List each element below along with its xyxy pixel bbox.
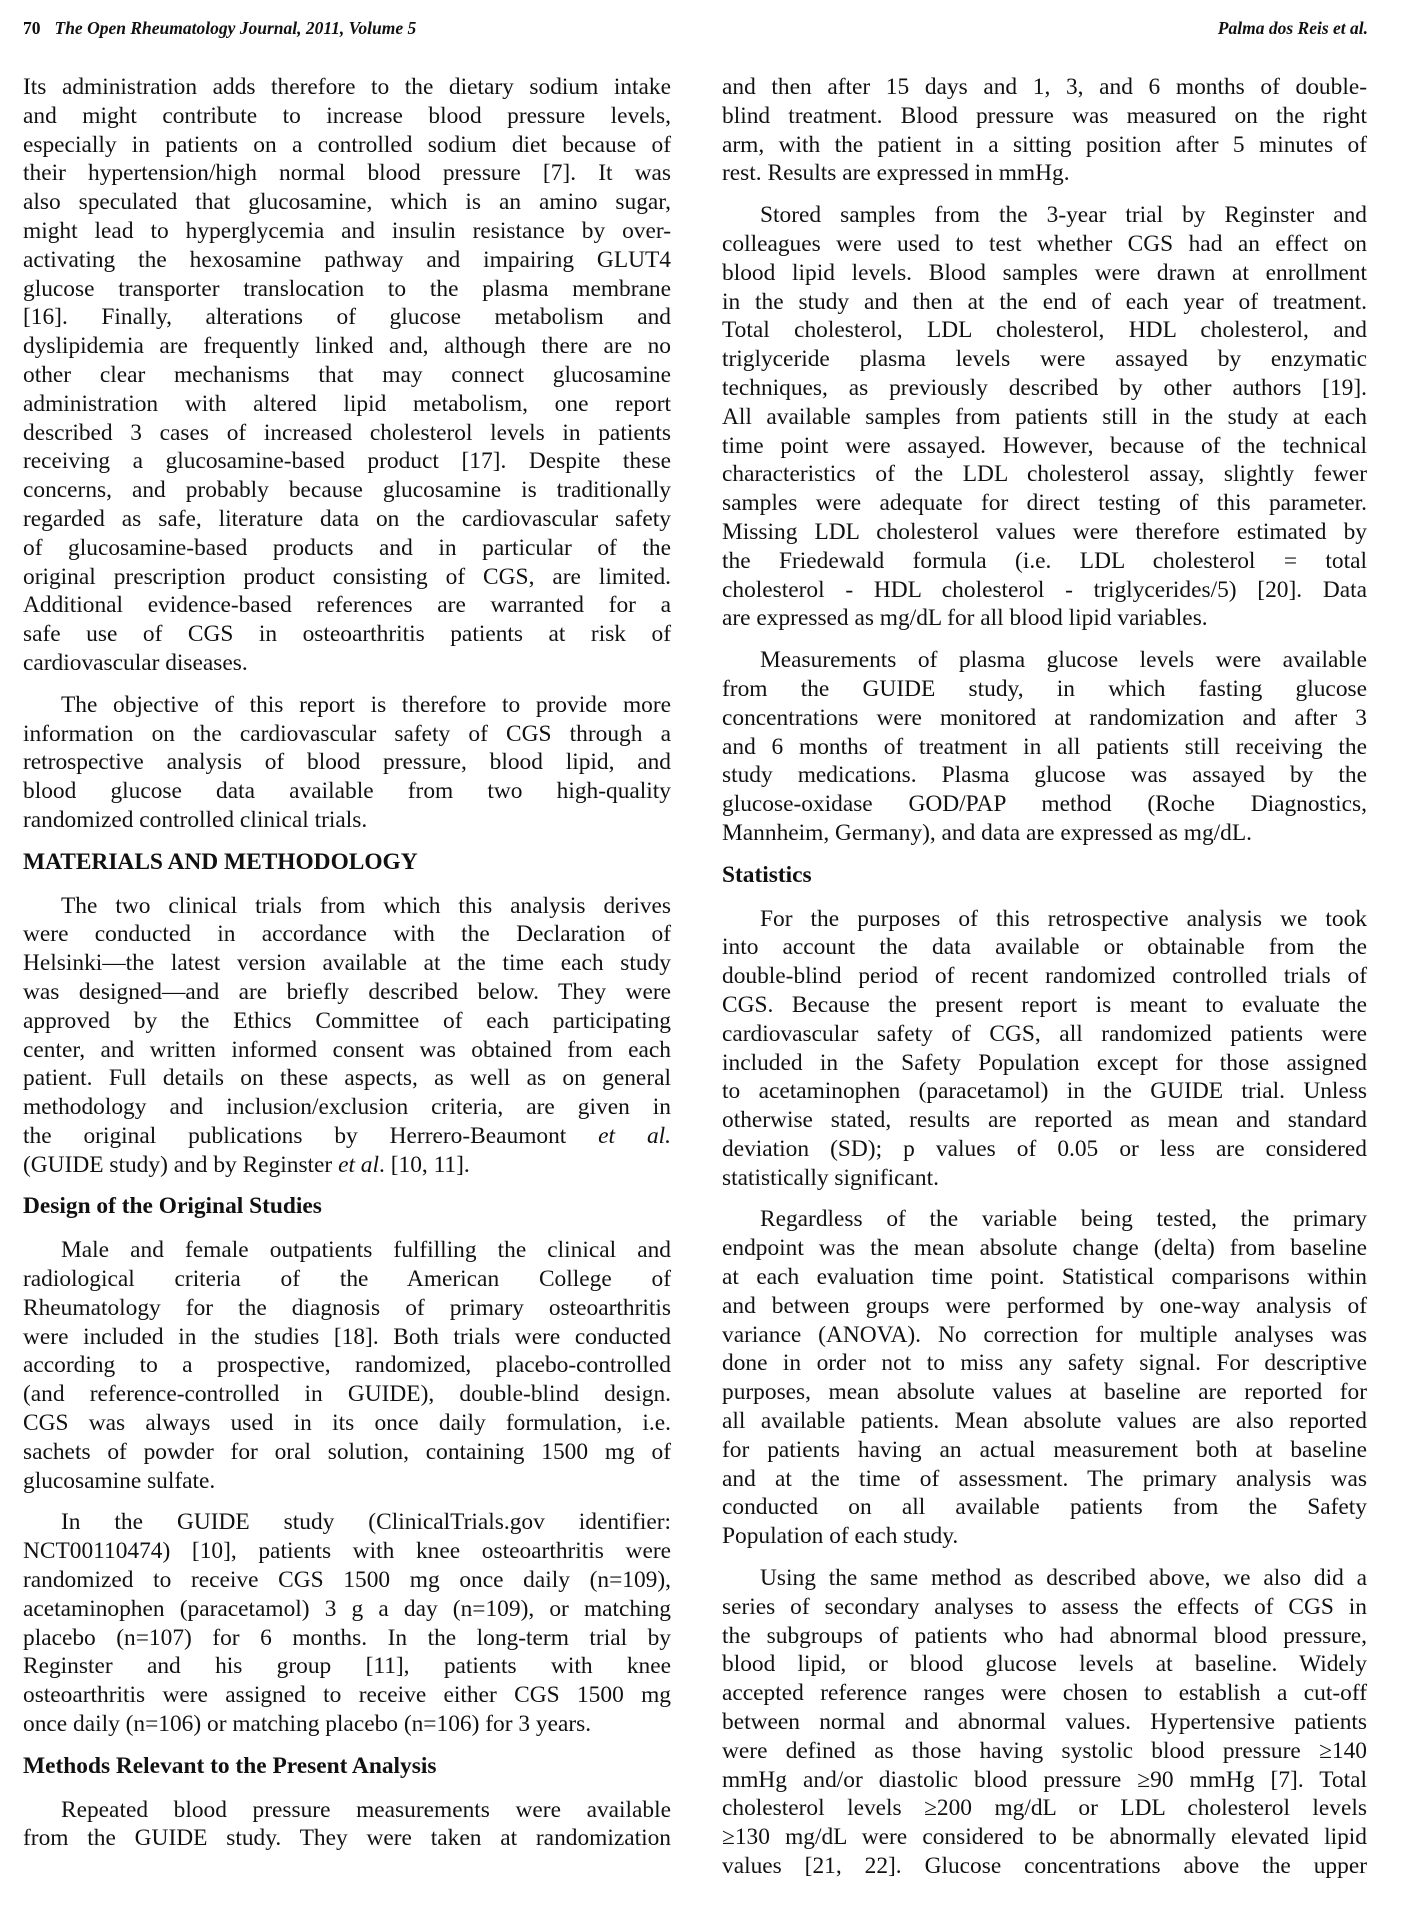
text-line: Mannheim, Germany), and data are expressed as mg/dL. [722, 819, 1253, 846]
text-line: were included in the studies [18]. Both trials were conducted [23, 1323, 671, 1350]
text-line: samples were adequate for direct testing of this parameter. [722, 490, 1367, 517]
text-line: are expressed as mg/dL for all blood lipid variables. [722, 605, 1208, 632]
text-line: rest. Results are expressed in mmHg. [722, 160, 1070, 187]
text-line: Repeated blood pressure measurements were available [61, 1796, 671, 1823]
text-line: Measurements of plasma glucose levels were available [760, 647, 1367, 674]
text-line: statistically significant. [722, 1164, 939, 1191]
text-line: Additional evidence-based references are warranted for a [23, 592, 671, 619]
text-line: blind treatment. Blood pressure was measured on the right [722, 102, 1367, 129]
text-line: double-blind period of recent randomized controlled trials of [722, 963, 1367, 990]
text-line: endpoint was the mean absolute change (delta) from baseline [722, 1235, 1367, 1262]
paragraph [722, 905, 1367, 1193]
text-line: between normal and abnormal values. Hypertensive patients [722, 1709, 1367, 1736]
text-line: variance (ANOVA). No correction for multiple analyses was [722, 1321, 1367, 1348]
text-line: described 3 cases of increased cholesterol levels in patients [23, 419, 671, 446]
text-line: from the GUIDE study. They were taken at randomization [23, 1825, 671, 1852]
text-line: purposes, mean absolute values at baseline are reported for [722, 1379, 1367, 1406]
paragraph [23, 73, 671, 678]
text-line: Missing LDL cholesterol values were therefore estimated by [722, 518, 1367, 545]
text-line: in the study and then at the end of each year of treatment. [722, 288, 1367, 315]
paragraph [722, 1205, 1367, 1551]
text-line: was designed—and are briefly described below. They were [23, 978, 671, 1005]
text-line: randomized to receive CGS 1500 mg once daily (n=109), [23, 1567, 671, 1594]
text-line: and might contribute to increase blood pressure levels, [23, 102, 671, 129]
running-head [23, 18, 1368, 44]
text-line: from the GUIDE study, in which fasting glucose [722, 675, 1367, 702]
text-line: patient. Full details on these aspects, as well as on general [23, 1065, 671, 1092]
text-line: other clear mechanisms that may connect glucosamine [23, 361, 671, 388]
text-line: characteristics of the LDL cholesterol assay, slightly fewer [722, 461, 1367, 488]
text-line: might lead to hyperglycemia and insulin resistance by over- [23, 217, 671, 244]
journal-citation: The Open Rheumatology Journal, 2011, Volume 5 [54, 18, 417, 38]
text-line: of glucosamine-based products and in particular of the [23, 534, 671, 561]
text-line: deviation (SD); p values of 0.05 or less are considered [722, 1135, 1367, 1162]
text-line: Using the same method as described above, we also did a [760, 1565, 1367, 1592]
text-line: cholesterol levels ≥200 mg/dL or LDL cholesterol levels [722, 1795, 1367, 1822]
text-line: glucose transporter translocation to the plasma membrane [23, 275, 671, 302]
text-line: triglyceride plasma levels were assayed by enzymatic [722, 346, 1367, 373]
text-line: the Friedewald formula (i.e. LDL cholesterol = total [722, 547, 1367, 574]
text-line: retrospective analysis of blood pressure, blood lipid, and [23, 749, 671, 776]
text-line: Regardless of the variable being tested, the primary [760, 1206, 1367, 1233]
text-line: cholesterol - HDL cholesterol - triglycerides/5) [20]. Data [722, 576, 1367, 603]
paragraph [23, 1236, 671, 1495]
text-line: randomized controlled clinical trials. [23, 806, 368, 833]
text-line: into account the data available or obtainable from the [722, 934, 1367, 961]
text-line: The two clinical trials from which this analysis derives [61, 892, 671, 919]
right-column [722, 73, 1367, 1894]
section-heading-statistics: Statistics [722, 861, 812, 888]
text-line: according to a prospective, randomized, placebo-controlled [23, 1352, 671, 1379]
text-line: [16]. Finally, alterations of glucose metabolism and [23, 304, 671, 331]
left-column [23, 73, 671, 1866]
text-line: cardiovascular safety of CGS, all randomized patients were [722, 1020, 1367, 1047]
paragraph [23, 892, 671, 1180]
text-line: In the GUIDE study (ClinicalTrials.gov identifier: [61, 1509, 671, 1536]
text-line: especially in patients on a controlled sodium diet because of [23, 131, 671, 158]
text-line: also speculated that glucosamine, which is an amino sugar, [23, 189, 671, 216]
text-line: their hypertension/high normal blood pressure [7]. It was [23, 160, 671, 187]
paragraph [23, 1508, 671, 1738]
text-line: series of secondary analyses to assess the effects of CGS in [722, 1593, 1367, 1620]
text-line: All available samples from patients still in the study at each [722, 403, 1367, 430]
text-line: acetaminophen (paracetamol) 3 g a day (n=109), or matching [23, 1595, 671, 1622]
text-line: radiological criteria of the American College of [23, 1266, 671, 1293]
text-line: blood glucose data available from two high-quality [23, 778, 671, 805]
text-line: at each evaluation time point. Statistical comparisons within [722, 1264, 1367, 1291]
text-line: Reginster and his group [11], patients with knee [23, 1653, 671, 1680]
text-line: concentrations were monitored at randomization and after 3 [722, 704, 1367, 731]
text-line: administration with altered lipid metabolism, one report [23, 390, 671, 417]
text-line: conducted on all available patients from the Safety [722, 1494, 1367, 1521]
text-line: methodology and inclusion/exclusion criteria, are given in [23, 1094, 671, 1121]
text-line: and at the time of assessment. The primary analysis was [722, 1465, 1367, 1492]
text-line: were defined as those having systolic blood pressure ≥140 [722, 1737, 1367, 1764]
text-line: The objective of this report is therefore to provide more [61, 691, 671, 718]
text-line: sachets of powder for oral solution, containing 1500 mg of [23, 1438, 671, 1465]
paragraph [722, 73, 1367, 188]
paragraph [722, 1564, 1367, 1881]
text-line: Stored samples from the 3-year trial by Reginster and [760, 202, 1367, 229]
text-line: to acetaminophen (paracetamol) in the GUIDE trial. Unless [722, 1078, 1367, 1105]
text-line: mmHg and/or diastolic blood pressure ≥90 mmHg [7]. Total [722, 1766, 1367, 1793]
text-line: cardiovascular diseases. [23, 649, 248, 676]
text-line: Male and female outpatients fulfilling the clinical and [61, 1237, 671, 1264]
paragraph [722, 646, 1367, 848]
text-line: time point were assayed. However, because of the technical [722, 432, 1367, 459]
text-line: study medications. Plasma glucose was assayed by the [722, 762, 1367, 789]
text-line: (GUIDE study) and by Reginster et al. [10, 11]. [23, 1151, 470, 1178]
text-line: blood lipid levels. Blood samples were drawn at enrollment [722, 259, 1367, 286]
section-heading-materials-and-methodology: MATERIALS AND METHODOLOGY [23, 848, 418, 875]
text-line: receiving a glucosamine-based product [17]. Despite these [23, 448, 671, 475]
text-line: NCT00110474) [10], patients with knee osteoarthritis were [23, 1538, 671, 1565]
text-line: glucose-oxidase GOD/PAP method (Roche Diagnostics, [722, 791, 1367, 818]
text-line: (and reference-controlled in GUIDE), double-blind design. [23, 1381, 671, 1408]
text-line: techniques, as previously described by other authors [19]. [722, 374, 1367, 401]
text-line: were conducted in accordance with the Declaration of [23, 921, 671, 948]
text-line: center, and written informed consent was obtained from each [23, 1036, 671, 1063]
text-line: original prescription product consisting of CGS, are limited. [23, 563, 671, 590]
section-heading-methods-relevant-to-the-present-analysis: Methods Relevant to the Present Analysis [23, 1752, 437, 1779]
paragraph [23, 1796, 671, 1854]
text-line: and between groups were performed by one-way analysis of [722, 1292, 1367, 1319]
text-line: placebo (n=107) for 6 months. In the long-term trial by [23, 1624, 671, 1651]
text-line: Total cholesterol, LDL cholesterol, HDL cholesterol, and [722, 317, 1367, 344]
text-line: Rheumatology for the diagnosis of primary osteoarthritis [23, 1294, 671, 1321]
paragraph [23, 691, 671, 835]
paragraph [722, 201, 1367, 633]
text-line: osteoarthritis were assigned to receive either CGS 1500 mg [23, 1682, 671, 1709]
text-line: accepted reference ranges were chosen to establish a cut-off [722, 1680, 1367, 1707]
text-line: regarded as safe, literature data on the cardiovascular safety [23, 505, 671, 532]
text-line: safe use of CGS in osteoarthritis patients at risk of [23, 621, 671, 648]
text-line: glucosamine sulfate. [23, 1467, 216, 1494]
text-line: information on the cardiovascular safety of CGS through a [23, 720, 671, 747]
text-line: values [21, 22]. Glucose concentrations above the upper [722, 1853, 1367, 1880]
text-line: done in order not to miss any safety signal. For descriptive [722, 1350, 1367, 1377]
text-line: activating the hexosamine pathway and impairing GLUT4 [23, 246, 671, 273]
text-line: the original publications by Herrero-Beaumont et al. [23, 1122, 671, 1149]
text-line: and 6 months of treatment in all patients still receiving the [722, 733, 1367, 760]
text-line: CGS was always used in its once daily formulation, i.e. [23, 1410, 671, 1437]
text-line: Helsinki—the latest version available at the time each study [23, 950, 671, 977]
text-line: ≥130 mg/dL were considered to be abnormally elevated lipid [722, 1824, 1367, 1851]
text-line: approved by the Ethics Committee of each participating [23, 1007, 671, 1034]
text-line: and then after 15 days and 1, 3, and 6 months of double- [722, 74, 1367, 100]
text-line: CGS. Because the present report is meant to evaluate the [722, 991, 1367, 1018]
text-line: once daily (n=106) or matching placebo (n=106) for 3 years. [23, 1711, 592, 1738]
running-head-left [23, 18, 416, 39]
text-line: included in the Safety Population except for those assigned [722, 1049, 1367, 1076]
text-line: all available patients. Mean absolute values are also reported [722, 1408, 1367, 1435]
text-line: concerns, and probably because glucosamine is traditionally [23, 477, 671, 504]
text-line: colleagues were used to test whether CGS had an effect on [722, 230, 1367, 257]
text-line: Population of each study. [722, 1523, 959, 1550]
running-head-authors: Palma dos Reis et al. [1217, 18, 1368, 38]
text-line: for patients having an actual measurement both at baseline [722, 1436, 1367, 1463]
text-line: otherwise stated, results are reported as mean and standard [722, 1107, 1367, 1134]
text-line: blood lipid, or blood glucose levels at baseline. Widely [722, 1651, 1367, 1678]
section-heading-design-of-the-original-studies: Design of the Original Studies [23, 1193, 322, 1220]
text-line: dyslipidemia are frequently linked and, although there are no [23, 333, 671, 360]
text-line: the subgroups of patients who had abnormal blood pressure, [722, 1622, 1367, 1649]
page-number: 70 [23, 18, 41, 38]
text-line: For the purposes of this retrospective analysis we took [760, 905, 1367, 932]
text-line: arm, with the patient in a sitting position after 5 minutes of [722, 131, 1367, 158]
text-line: Its administration adds therefore to the dietary sodium intake [23, 74, 671, 100]
